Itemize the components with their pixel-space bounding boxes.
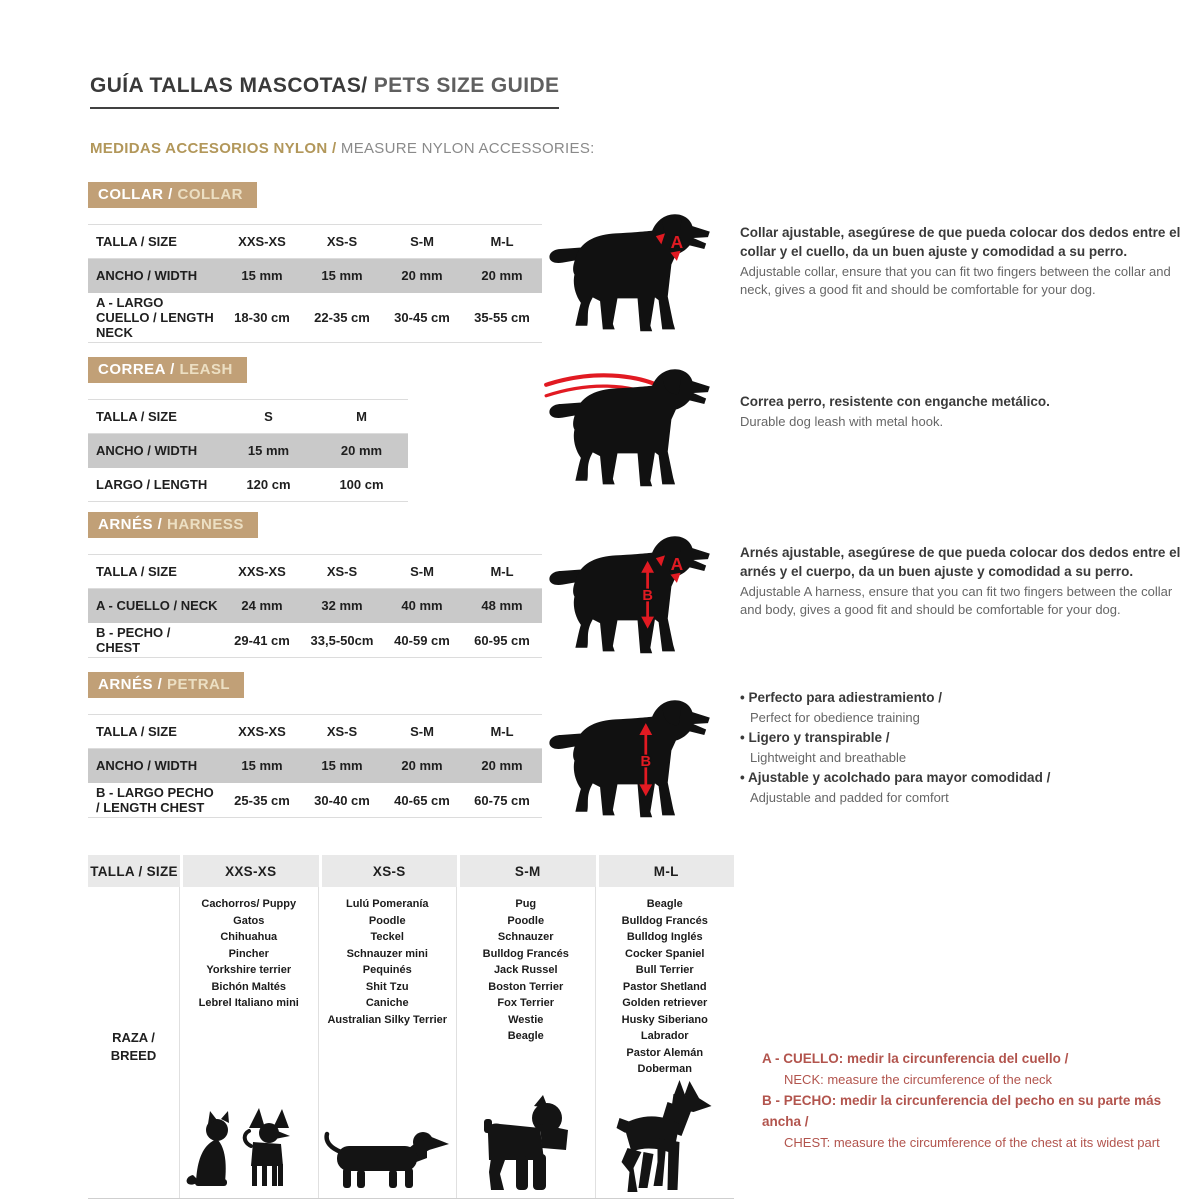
- page-subtitle: [90, 140, 595, 157]
- value-cell: 32 mm: [302, 589, 382, 623]
- leash-badge: CORREA / LEASH: [88, 357, 247, 383]
- breeds-table-body: [88, 887, 734, 1199]
- subtitle-en: MEASURE NYLON ACCESSORIES:: [340, 140, 595, 157]
- breeds-header-cell: S-M: [460, 855, 596, 887]
- dog-silhouette-leash-icon: [535, 361, 720, 489]
- subtitle-es: MEDIDAS ACCESORIOS NYLON /: [90, 140, 341, 157]
- breed-item: Bulldog Inglés: [626, 931, 703, 943]
- breed-item: Lulú Pomeranía: [345, 898, 429, 910]
- value-cell: 24 mm: [222, 589, 302, 623]
- breed-item: Australian Silky Terrier: [327, 1013, 448, 1026]
- breed-item: Cocker Spaniel: [625, 947, 705, 960]
- page-title-es: GUÍA TALLAS MASCOTAS/: [90, 74, 368, 97]
- leash-description: [740, 393, 1188, 431]
- dog-silhouette-collar-icon: [535, 206, 720, 334]
- value-cell: 20 mm: [462, 749, 542, 783]
- doberman-silhouette-icon: [606, 1078, 724, 1196]
- breed-item: Caniche: [365, 997, 409, 1009]
- dachshund-silhouette-icon: [321, 1124, 453, 1196]
- petral-bullet-en: Perfect for obedience training: [750, 710, 920, 726]
- schnauzer-silhouette-icon: [474, 1092, 578, 1196]
- row-label-cell: TALLA / SIZE: [88, 555, 222, 589]
- breed-item: Doberman: [637, 1063, 692, 1075]
- breed-item: Teckel: [370, 931, 404, 943]
- breed-item: Pastor Alemán: [626, 1046, 704, 1059]
- breeds-col-m-l: [596, 887, 735, 1198]
- section-collar: [88, 182, 1188, 343]
- value-cell: 20 mm: [315, 434, 408, 468]
- value-cell: 40-59 cm: [382, 623, 462, 658]
- row-label-cell: LARGO / LENGTH: [88, 468, 222, 502]
- breeds-table-header: [88, 855, 734, 887]
- row-label-cell: TALLA / SIZE: [88, 400, 222, 434]
- value-cell: M-L: [462, 555, 542, 589]
- value-cell: 20 mm: [382, 259, 462, 293]
- breed-list-xs-s: [327, 896, 447, 1028]
- value-cell: 120 cm: [222, 468, 315, 502]
- leash-desc-es: Correa perro, resistente con enganche metálico.: [740, 394, 1050, 409]
- breed-item: Labrador: [640, 1030, 689, 1042]
- value-cell: 29-41 cm: [222, 623, 302, 658]
- value-cell: S-M: [382, 555, 462, 589]
- breeds-table: [88, 855, 734, 1199]
- breed-item: Westie: [508, 1013, 544, 1026]
- breed-list-xxs-xs: [199, 896, 299, 1012]
- note-bold-line: B - PECHO: medir la circunferencia del pecho en su parte más ancha /: [762, 1092, 1162, 1130]
- collar-desc-en: Adjustable collar, ensure that you can fit two fingers between the collar and neck, gives a good fit and should be comfortable for your dog.: [740, 263, 1171, 298]
- value-cell: M-L: [462, 225, 542, 259]
- collar-badge: COLLAR / COLLAR: [88, 182, 257, 208]
- value-cell: S-M: [382, 715, 462, 749]
- value-cell: 100 cm: [315, 468, 408, 502]
- row-label-cell: A - LARGO CUELLO / LENGTH NECK: [88, 293, 222, 343]
- harness-desc-en: Adjustable A harness, ensure that you can fit two fingers between the collar and body, gives a good fit and should be comfortable for your dog.: [740, 583, 1173, 618]
- breed-item: Pastor Shetland: [622, 980, 707, 993]
- breeds-header-cell: TALLA / SIZE: [88, 855, 180, 887]
- harness-badge: ARNÉS / HARNESS: [88, 512, 258, 538]
- value-cell: 30-40 cm: [302, 783, 382, 818]
- breed-item: Beagle: [507, 1030, 544, 1042]
- dog-silhouette-harness-icon: [535, 528, 720, 656]
- correa-table-grid: [88, 399, 408, 502]
- harness-table-grid: [88, 554, 542, 658]
- breed-item: Gatos: [233, 914, 265, 927]
- collar-table-grid: [88, 224, 542, 343]
- value-cell: 15 mm: [222, 749, 302, 783]
- leash-dog-illustration: [535, 361, 720, 489]
- breed-item: Schnauzer mini: [346, 947, 428, 960]
- row-label-cell: TALLA / SIZE: [88, 225, 222, 259]
- value-cell: 20 mm: [462, 259, 542, 293]
- harness-description: [740, 544, 1188, 620]
- breed-item: Bulldog Francés: [482, 947, 569, 960]
- row-label-cell: TALLA / SIZE: [88, 715, 222, 749]
- value-cell: XS-S: [302, 715, 382, 749]
- value-cell: M-L: [462, 715, 542, 749]
- breeds-row-label: RAZA / BREED: [88, 887, 180, 1198]
- breeds-col-xxs-xs: [180, 887, 319, 1198]
- header: [90, 74, 559, 109]
- row-label-cell: B - PECHO / CHEST: [88, 623, 222, 658]
- breed-item: Yorkshire terrier: [206, 964, 292, 976]
- page-title: [90, 74, 559, 109]
- value-cell: 48 mm: [462, 589, 542, 623]
- breed-item: Poodle: [368, 914, 406, 927]
- value-cell: 15 mm: [302, 749, 382, 783]
- page-title-en: PETS SIZE GUIDE: [367, 74, 560, 97]
- breed-item: Boston Terrier: [488, 980, 564, 993]
- section-harness: [88, 512, 1188, 658]
- value-cell: XXS-XS: [222, 225, 302, 259]
- breed-item: Pincher: [228, 947, 269, 960]
- value-cell: 22-35 cm: [302, 293, 382, 343]
- collar-dog-illustration: [535, 206, 720, 334]
- petral-bullet-es: • Perfecto para adiestramiento /: [740, 688, 1188, 708]
- value-cell: 30-45 cm: [382, 293, 462, 343]
- dog-silhouette-petral-icon: [535, 692, 720, 820]
- breed-item: Pequinés: [362, 964, 412, 976]
- value-cell: M: [315, 400, 408, 434]
- value-cell: 33,5-50cm: [302, 623, 382, 658]
- value-cell: 15 mm: [302, 259, 382, 293]
- note-normal-line: NECK: measure the circumference of the neck: [784, 1071, 1053, 1087]
- breed-list-s-m: [483, 896, 569, 1045]
- breeds-col-xs-s: [319, 887, 458, 1198]
- collar-marker-a: A: [670, 232, 684, 253]
- leash-desc-en: Durable dog leash with metal hook.: [740, 413, 944, 429]
- breed-item: Schnauzer: [497, 931, 554, 943]
- breeds-header-cell: XS-S: [322, 855, 458, 887]
- value-cell: XXS-XS: [222, 715, 302, 749]
- value-cell: S-M: [382, 225, 462, 259]
- petral-table-grid: [88, 714, 542, 818]
- value-cell: 35-55 cm: [462, 293, 542, 343]
- petral-marker-b: B: [640, 754, 652, 771]
- cat-and-chihuahua-silhouette-icon: [185, 1104, 313, 1196]
- collar-desc-es: Collar ajustable, asegúrese de que pueda colocar dos dedos entre el collar y el cuello, da un buen ajuste y comodidad a su perro.: [740, 225, 1181, 259]
- value-cell: 15 mm: [222, 434, 315, 468]
- value-cell: 40 mm: [382, 589, 462, 623]
- breed-item: Bichón Maltés: [211, 980, 287, 993]
- breed-item: Chihuahua: [220, 931, 278, 943]
- section-leash: [88, 357, 1188, 502]
- collar-description: [740, 224, 1188, 300]
- breeds-col-s-m: [457, 887, 596, 1198]
- breed-item: Fox Terrier: [497, 997, 555, 1009]
- petral-bullet-es: • Ligero y transpirable /: [740, 728, 1188, 748]
- value-cell: XS-S: [302, 555, 382, 589]
- breed-item: Poodle: [507, 914, 545, 927]
- breeds-header-cell: M-L: [599, 855, 735, 887]
- value-cell: 20 mm: [382, 749, 462, 783]
- petral-badge: ARNÉS / PETRAL: [88, 672, 244, 698]
- petral-bullet-en: Adjustable and padded for comfort: [750, 789, 949, 805]
- note-bold-line: A - CUELLO: medir la circunferencia del cuello /: [762, 1051, 1069, 1066]
- breed-item: Shit Tzu: [365, 980, 409, 993]
- row-label-cell: ANCHO / WIDTH: [88, 259, 222, 293]
- value-cell: 15 mm: [222, 259, 302, 293]
- petral-bullet-en: Lightweight and breathable: [750, 750, 907, 765]
- breed-item: Pug: [515, 898, 537, 910]
- row-label-cell: A - CUELLO / NECK: [88, 589, 222, 623]
- harness-marker-b: B: [642, 588, 653, 605]
- breed-item: Jack Russel: [493, 964, 558, 976]
- breed-item: Golden retriever: [622, 997, 708, 1009]
- harness-desc-es: Arnés ajustable, asegúrese de que pueda colocar dos dedos entre el arnés y el cuerpo, da un buen ajuste y comodidad a su perro.: [740, 545, 1181, 579]
- value-cell: 60-75 cm: [462, 783, 542, 818]
- breed-item: Lebrel Italiano mini: [198, 997, 299, 1009]
- value-cell: 40-65 cm: [382, 783, 462, 818]
- measurement-notes: [762, 1048, 1194, 1153]
- section-petral: [88, 672, 1188, 818]
- row-label-cell: ANCHO / WIDTH: [88, 749, 222, 783]
- value-cell: 60-95 cm: [462, 623, 542, 658]
- harness-marker-a: A: [670, 554, 684, 575]
- row-label-cell: B - LARGO PECHO / LENGTH CHEST: [88, 783, 222, 818]
- petral-bullet-es: • Ajustable y acolchado para mayor comodidad /: [740, 768, 1188, 788]
- breed-list-m-l: [622, 896, 708, 1078]
- row-label-cell: ANCHO / WIDTH: [88, 434, 222, 468]
- value-cell: XXS-XS: [222, 555, 302, 589]
- harness-dog-illustration: [535, 528, 720, 656]
- value-cell: 18-30 cm: [222, 293, 302, 343]
- breed-item: Cachorros/ Puppy: [201, 898, 297, 910]
- breeds-header-cell: XXS-XS: [183, 855, 319, 887]
- petral-feature-list: [740, 688, 1188, 807]
- breed-item: Bulldog Francés: [621, 914, 708, 927]
- breed-item: Husky Siberiano: [621, 1013, 708, 1026]
- breed-item: Bull Terrier: [635, 964, 694, 976]
- value-cell: 25-35 cm: [222, 783, 302, 818]
- breed-item: Beagle: [646, 898, 683, 910]
- petral-dog-illustration: [535, 692, 720, 820]
- value-cell: S: [222, 400, 315, 434]
- value-cell: XS-S: [302, 225, 382, 259]
- note-normal-line: CHEST: measure the circumference of the chest at its widest part: [784, 1134, 1160, 1150]
